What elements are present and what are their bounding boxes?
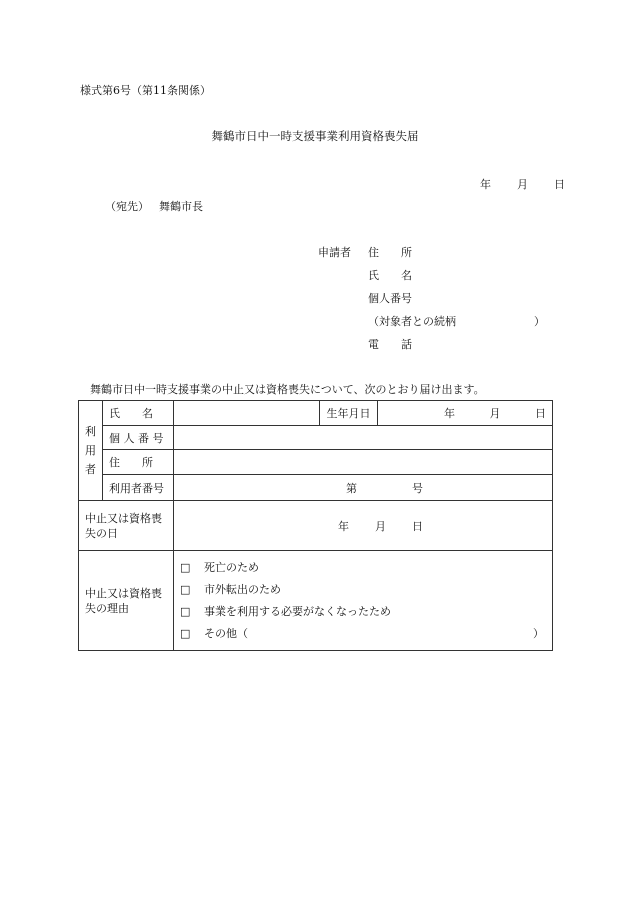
date-month-unit: 月 xyxy=(517,178,528,191)
birth-month-unit: 月 xyxy=(489,407,501,420)
checkbox-icon[interactable]: □ xyxy=(180,604,191,618)
other-close-paren: ） xyxy=(533,626,544,640)
statement-text: 舞鶴市日中一時支援事業の中止又は資格喪失について、次のとおり届け出ます。 xyxy=(90,383,485,396)
end-date-label: 中止又は資格喪 失の日 xyxy=(79,501,174,551)
user-info-table xyxy=(78,400,553,651)
applicant-address-label: 住 所 xyxy=(368,246,412,259)
end-year-unit: 年 xyxy=(338,519,349,533)
reason-option-other[interactable]: □ その他（ ） xyxy=(180,623,546,645)
form-number: 様式第6号（第11条関係） xyxy=(80,84,211,97)
birthdate-field[interactable] xyxy=(378,401,553,426)
reason-options xyxy=(174,551,553,651)
applicant-name-label: 氏 名 xyxy=(368,269,412,282)
reason-option-no-longer-needed[interactable]: □ 事業を利用する必要がなくなったため xyxy=(180,601,546,623)
end-day-unit: 日 xyxy=(412,519,423,533)
user-name-label: 氏 名 xyxy=(103,401,174,426)
addressee-prefix: （宛先） xyxy=(105,200,149,213)
addressee-name: 舞鶴市長 xyxy=(159,200,203,213)
user-number-field[interactable] xyxy=(174,475,553,501)
birthdate-label: 生年月日 xyxy=(320,401,378,426)
checkbox-icon[interactable]: □ xyxy=(180,626,191,640)
addressee xyxy=(105,198,203,214)
applicant-label: 申請者 xyxy=(318,246,351,259)
user-address-label: 住 所 xyxy=(103,450,174,475)
user-number-label: 利用者番号 xyxy=(103,475,174,501)
end-month-unit: 月 xyxy=(375,519,386,533)
end-date-field[interactable] xyxy=(174,501,553,551)
user-group-header: 利 用 者 xyxy=(79,401,103,501)
user-personal-number-label: 個 人 番 号 xyxy=(103,426,174,450)
reason-option-moved-out[interactable]: □ 市外転出のため xyxy=(180,579,546,601)
date-day-unit: 日 xyxy=(554,178,565,191)
birth-day-unit: 日 xyxy=(535,407,546,420)
reason-label: 中止又は資格喪 失の理由 xyxy=(79,551,174,651)
user-address-field[interactable] xyxy=(174,450,553,475)
applicant-personal-number-label: 個人番号 xyxy=(368,292,412,305)
date-year-unit: 年 xyxy=(480,178,491,191)
user-name-field[interactable] xyxy=(174,401,320,426)
applicant-relation-close: ） xyxy=(534,315,545,328)
reason-option-death[interactable]: □ 死亡のため xyxy=(180,557,546,579)
user-number-suffix: 号 xyxy=(412,481,423,495)
birth-year-unit: 年 xyxy=(444,407,455,420)
form-title: 舞鶴市日中一時支援事業利用資格喪失届 xyxy=(211,129,419,143)
user-personal-number-field[interactable] xyxy=(174,426,553,450)
submission-date xyxy=(470,176,565,192)
applicant-phone-label: 電 話 xyxy=(368,338,412,351)
applicant-relation-label: （対象者との続柄 xyxy=(368,315,456,328)
user-number-prefix: 第 xyxy=(346,481,357,495)
checkbox-icon[interactable]: □ xyxy=(180,560,191,574)
checkbox-icon[interactable]: □ xyxy=(180,582,191,596)
